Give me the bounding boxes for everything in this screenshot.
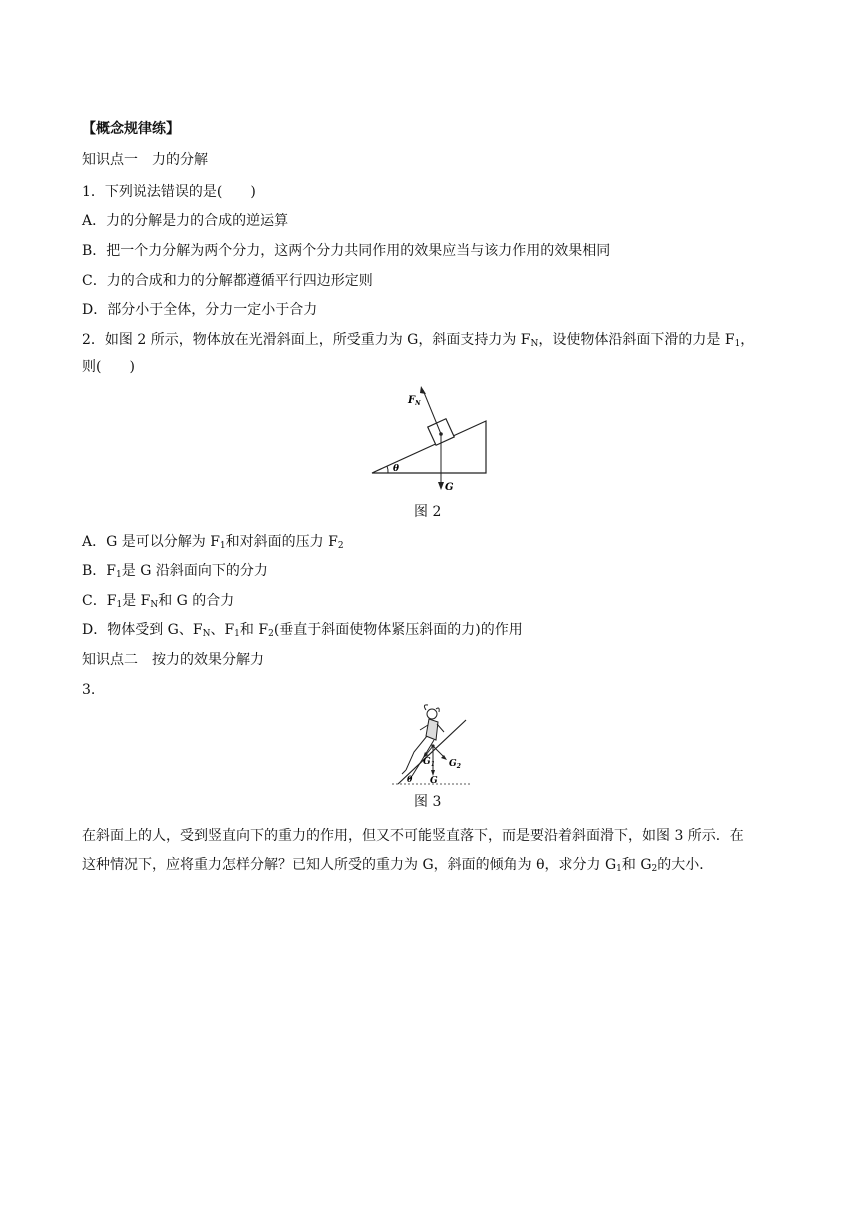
person-silhouette xyxy=(402,705,444,780)
label-g2: $G_2$ xyxy=(449,759,461,770)
question-1-option-d: D．部分小于全体，分力一定小于合力 xyxy=(82,302,318,318)
question-1-option-c: C．力的合成和力的分解都遵循平行四边形定则 xyxy=(82,273,373,289)
question-3-text-line2: 这种情况下，应将重力怎样分解？已知人所受的重力为 G，斜面的倾角为 θ，求分力 $G_1$和 $G_2$的大小． xyxy=(82,857,714,874)
label-theta: θ xyxy=(393,464,400,474)
knowledge-point-2-title: 知识点二 按力的效果分解力 xyxy=(82,652,264,668)
question-2-option-c: C．$F_1$是 $F_N$和 G 的合力 xyxy=(82,593,235,610)
label-g: G xyxy=(430,776,438,786)
label-fn: $F_N$ xyxy=(408,395,421,407)
figure-3-caption: 图 3 xyxy=(414,794,442,810)
question-2-stem-line2: 则( ) xyxy=(82,359,135,375)
angle-arc xyxy=(387,466,388,473)
label-g: G xyxy=(445,482,454,493)
question-2-option-a: A．G 是可以分解为 $F_1$和对斜面的压力 $F_2$ xyxy=(82,534,344,551)
question-2-option-d: D．物体受到 G、$F_N$、$F_1$和 $F_2$(垂直于斜面使物体紧压斜面的力)的作用 xyxy=(82,622,523,639)
figure-3-person-on-slope xyxy=(392,700,472,788)
figure-2-caption: 图 2 xyxy=(414,504,442,520)
question-3-text-line1: 在斜面上的人，受到竖直向下的重力的作用，但又不可能竖直落下，而是要沿着斜面滑下，如图 3 所示．在 xyxy=(82,828,744,844)
figure-2-incline-diagram xyxy=(360,378,500,496)
section-header: 【概念规律练】 xyxy=(82,121,180,137)
label-theta: θ xyxy=(407,774,413,784)
question-1-option-a: A．力的分解是力的合成的逆运算 xyxy=(82,213,289,229)
question-2-option-b: B．$F_1$是 G 沿斜面向下的分力 xyxy=(82,563,268,580)
label-g1: $G_1$ xyxy=(423,757,435,768)
question-3-number: 3. xyxy=(82,682,96,698)
question-1-stem: 1．下列说法错误的是( ) xyxy=(82,184,256,200)
question-2-stem: 2．如图 2 所示，物体放在光滑斜面上，所受重力为 G，斜面支持力为 $F_N$，设使物体沿斜面下滑的力是 $F_1$， xyxy=(82,332,755,349)
knowledge-point-1-title: 知识点一 力的分解 xyxy=(82,152,208,168)
question-1-option-b: B．把一个力分解为两个分力，这两个分力共同作用的效果应当与该力作用的效果相同 xyxy=(82,243,611,259)
